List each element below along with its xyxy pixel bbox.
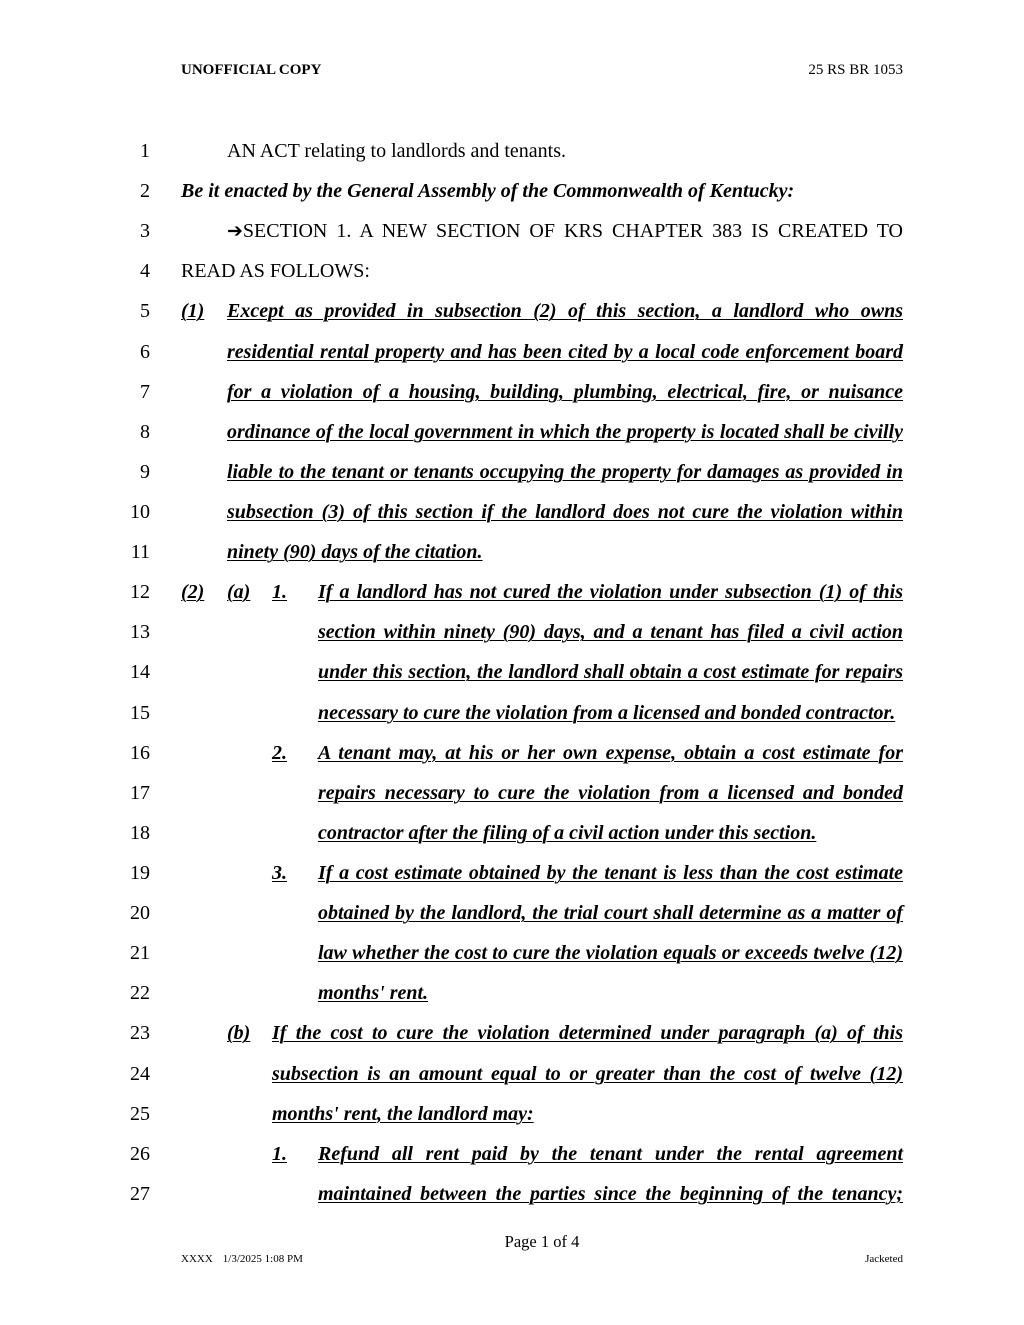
page-number: Page 1 of 4 xyxy=(504,1232,580,1251)
line-number: 6 xyxy=(140,340,150,363)
subparagraph-label: 1. xyxy=(272,1142,287,1165)
bill-text-line: section within ninety (90) days, and a tenant has filed a civil action xyxy=(318,621,903,644)
bill-text-line: obtained by the landlord, the trial court shall determine as a matter of xyxy=(318,902,903,925)
line-7 xyxy=(0,372,1024,412)
paragraph-label: (a) xyxy=(227,581,251,604)
line-number: 24 xyxy=(130,1062,150,1085)
bill-text-line: contractor after the filing of a civil action under this section. xyxy=(318,821,817,844)
subparagraph-label: 2. xyxy=(272,741,287,764)
bill-status: Jacketed xyxy=(865,1253,903,1265)
line-27 xyxy=(0,1174,1024,1214)
line-number: 9 xyxy=(140,460,150,483)
line-number: 7 xyxy=(140,380,150,403)
bill-body xyxy=(0,131,1024,1214)
line-number: 26 xyxy=(130,1142,150,1165)
line-number: 19 xyxy=(130,861,150,884)
bill-text-line: Except as provided in subsection (2) of this section, a landlord who owns xyxy=(227,300,903,323)
bill-text-line: under this section, the landlord shall obtain a cost estimate for repairs xyxy=(318,661,903,684)
line-5 xyxy=(0,291,1024,331)
line-10 xyxy=(0,492,1024,532)
line-number: 25 xyxy=(130,1102,150,1125)
bill-text-line: If the cost to cure the violation determined under paragraph (a) of this xyxy=(272,1022,903,1045)
line-25 xyxy=(0,1094,1024,1134)
line-16 xyxy=(0,733,1024,773)
line-number: 27 xyxy=(130,1182,150,1205)
line-number: 18 xyxy=(130,821,150,844)
line-number: 4 xyxy=(140,260,150,283)
line-23 xyxy=(0,1013,1024,1053)
line-number: 17 xyxy=(130,781,150,804)
drafter-initials: XXXX xyxy=(181,1253,213,1265)
copy-status: UNOFFICIAL COPY xyxy=(181,62,322,78)
subsection-label: (1) xyxy=(181,300,205,323)
line-12 xyxy=(0,572,1024,612)
bill-text-line: ninety (90) days of the citation. xyxy=(227,541,483,564)
bill-text-line: subsection (3) of this section if the landlord does not cure the violation within xyxy=(227,500,903,523)
bill-text-line: law whether the cost to cure the violation equals or exceeds twelve (12) xyxy=(318,942,903,965)
bill-text-line: for a violation of a housing, building, plumbing, electrical, fire, or nuisance xyxy=(227,380,903,403)
section-heading-continued: READ AS FOLLOWS: xyxy=(181,260,370,283)
bill-text-line: subsection is an amount equal to or greater than the cost of twelve (12) xyxy=(272,1062,903,1085)
timestamp: 1/3/2025 1:08 PM xyxy=(222,1253,303,1265)
line-number: 13 xyxy=(130,621,150,644)
line-number: 10 xyxy=(130,500,150,523)
line-15 xyxy=(0,693,1024,733)
bill-text-line: If a landlord has not cured the violation under subsection (1) of this xyxy=(318,581,903,604)
line-26 xyxy=(0,1134,1024,1174)
line-number: 22 xyxy=(130,982,150,1005)
enacting-clause: Be it enacted by the General Assembly of the Commonwealth of Kentucky: xyxy=(181,180,795,203)
subparagraph-label: 1. xyxy=(272,581,287,604)
line-6 xyxy=(0,332,1024,372)
line-number: 16 xyxy=(130,741,150,764)
bill-text-line: ordinance of the local government in which the property is located shall be civilly xyxy=(227,420,903,443)
bill-text-line: A tenant may, at his or her own expense, obtain a cost estimate for xyxy=(318,741,903,764)
line-1 xyxy=(0,131,1024,171)
line-11 xyxy=(0,532,1024,572)
bill-text-line: months' rent, the landlord may: xyxy=(272,1102,534,1125)
line-number: 23 xyxy=(130,1022,150,1045)
line-22 xyxy=(0,973,1024,1013)
bill-text-line: Refund all rent paid by the tenant under the rental agreement xyxy=(318,1142,903,1165)
bill-text-line: repairs necessary to cure the violation from a licensed and bonded xyxy=(318,781,903,804)
bill-text-line: maintained between the parties since the beginning of the tenancy; xyxy=(318,1182,903,1205)
paragraph-label: (b) xyxy=(227,1022,251,1045)
bill-text-line: months' rent. xyxy=(318,982,429,1005)
line-number: 15 xyxy=(130,701,150,724)
subparagraph-label: 3. xyxy=(272,861,287,884)
line-18 xyxy=(0,813,1024,853)
line-17 xyxy=(0,773,1024,813)
section-heading xyxy=(227,211,903,251)
right-arrow-icon: ➔ xyxy=(227,220,243,243)
line-21 xyxy=(0,933,1024,973)
bill-text-line: liable to the tenant or tenants occupying the property for damages as provided in xyxy=(227,460,903,483)
subsection-label: (2) xyxy=(181,581,205,604)
section-heading-text: SECTION 1. A NEW SECTION OF KRS CHAPTER 383 IS CREATED TO xyxy=(242,220,903,243)
bill-text-line: necessary to cure the violation from a licensed and bonded contractor. xyxy=(318,701,896,724)
line-4 xyxy=(0,251,1024,291)
line-number: 11 xyxy=(130,541,150,564)
line-number: 21 xyxy=(130,942,150,965)
bill-text-line: residential rental property and has been cited by a local code enforcement board xyxy=(227,340,903,363)
line-number: 2 xyxy=(140,180,150,203)
line-number: 5 xyxy=(140,300,150,323)
line-number: 20 xyxy=(130,902,150,925)
line-number: 14 xyxy=(130,661,150,684)
line-13 xyxy=(0,612,1024,652)
drafter-stamp xyxy=(181,1252,303,1266)
line-8 xyxy=(0,412,1024,452)
line-9 xyxy=(0,452,1024,492)
line-2 xyxy=(0,171,1024,211)
line-20 xyxy=(0,893,1024,933)
line-number: 12 xyxy=(130,581,150,604)
line-3 xyxy=(0,211,1024,251)
line-24 xyxy=(0,1054,1024,1094)
bill-text-line: If a cost estimate obtained by the tenant is less than the cost estimate xyxy=(318,861,903,884)
line-14 xyxy=(0,652,1024,692)
line-number: 3 xyxy=(140,220,150,243)
line-number: 8 xyxy=(140,420,150,443)
act-title: AN ACT relating to landlords and tenants. xyxy=(227,140,567,162)
line-19 xyxy=(0,853,1024,893)
line-number: 1 xyxy=(140,140,150,162)
bill-request-number: 25 RS BR 1053 xyxy=(808,62,903,78)
